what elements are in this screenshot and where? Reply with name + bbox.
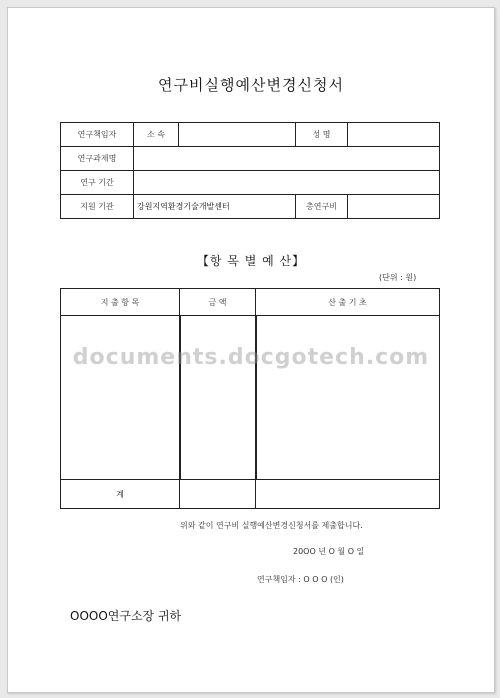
signature-line: 연구책임자 : O O O (인) [257,575,344,584]
header-amount: 금 액 [180,289,256,316]
leader-label: 연구책임자 [61,123,134,147]
project-label: 연구과제명 [61,147,134,171]
amount-cell [180,316,256,480]
document-page [7,7,495,693]
total-amount-cell [180,480,256,509]
addressee: OOOO연구소장 귀하 [70,609,182,623]
total-row-label: 계 [61,480,180,509]
total-basis-cell [256,480,440,509]
header-expense-item: 지 출 항 목 [61,289,180,316]
period-value [134,171,440,195]
basis-cell [256,316,440,480]
expense-item-cell [61,316,180,480]
name-value [348,123,440,147]
project-value [134,147,440,171]
section-title: 【항 목 별 예 산】 [196,254,306,268]
info-table [60,122,440,219]
total-budget-label: 총연구비 [296,195,348,219]
institution-label: 지원 기관 [61,195,134,219]
affiliation-label: 소 속 [134,123,179,147]
budget-table [60,288,440,509]
header-basis: 산 출 기 초 [256,289,440,316]
document-title: 연구비실행예산변경신청서 [158,76,344,94]
total-budget-value [348,195,440,219]
date-line: 20OO 년 O 월 O 일 [293,547,365,556]
unit-note: (단위 : 원) [379,273,417,282]
name-label: 성 명 [296,123,348,147]
institution-value: 강원지역환경기술개발센터 [134,195,296,219]
watermark: documents.docgotech.com [72,345,430,370]
affiliation-value [179,123,296,147]
period-label: 연구 기간 [61,171,134,195]
submission-statement: 위와 같이 연구비 실행예산변경신청서를 제출합니다. [180,521,363,530]
